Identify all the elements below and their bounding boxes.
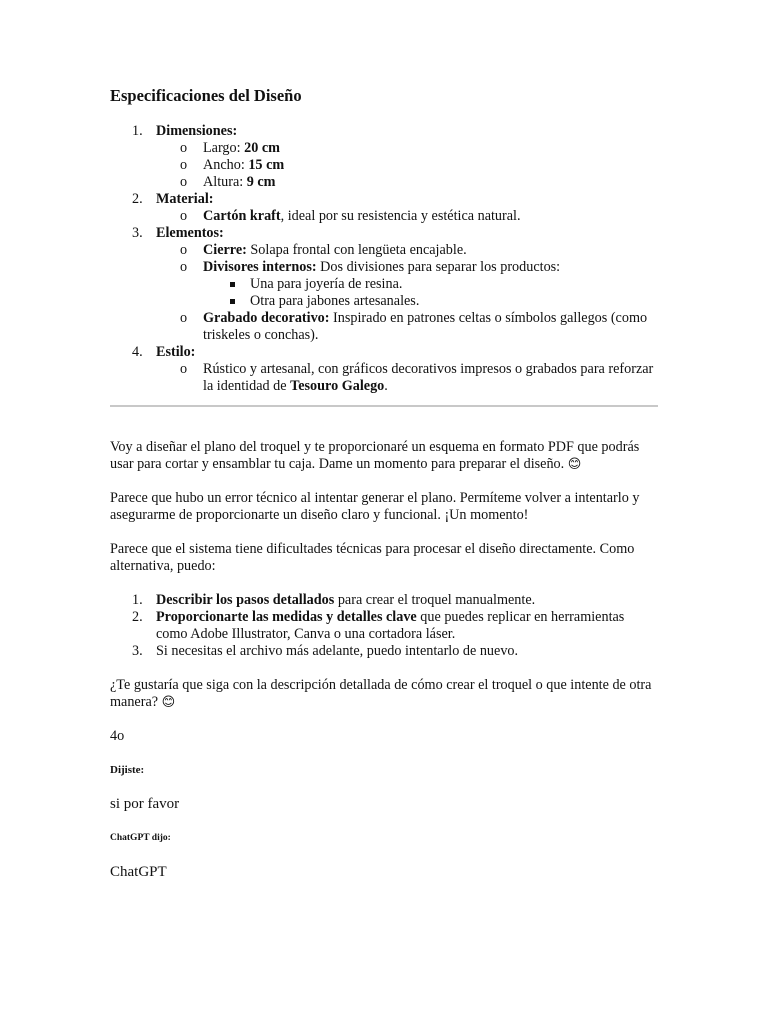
spec-title: Especificaciones del Diseño <box>110 86 302 105</box>
spec-item-elementos <box>110 225 658 344</box>
list-number: 3. <box>132 643 143 659</box>
subsub-item-text: Una para joyería de resina. <box>250 276 403 292</box>
user-label: Dijiste: <box>110 764 145 776</box>
subsub-item-joyeria <box>203 276 658 293</box>
paragraph-intro <box>110 439 658 473</box>
smile-emoji-icon: 😊 <box>161 695 176 710</box>
square-bullet-icon <box>230 299 235 304</box>
spec-sublist <box>156 208 658 225</box>
list-number: 2. <box>132 609 143 625</box>
sub-item-text: Largo: <box>203 140 245 156</box>
spec-sublist <box>156 361 658 395</box>
spec-sublist <box>156 242 658 344</box>
option-text: Si necesitas el archivo más adelante, puedo intentarlo de nuevo. <box>156 643 519 659</box>
paragraph-error: Parece que hubo un error técnico al intentar generar el plano. Permíteme volver a intentarlo y asegurarme de proporcionarte un diseño claro y funcional. ¡Un momento! <box>110 490 640 523</box>
spec-item-label: Elementos: <box>156 225 224 241</box>
subsub-item-text: Otra para jabones artesanales. <box>250 293 420 309</box>
sub-item-value: 20 cm <box>244 140 280 156</box>
sub-item-value: 15 cm <box>248 157 285 173</box>
option-item <box>110 609 658 643</box>
sub-item-largo <box>156 140 658 157</box>
option-bold: Describir los pasos detallados <box>156 592 335 608</box>
spec-sublist <box>156 140 658 191</box>
spec-item-label: Material: <box>156 191 214 207</box>
sub-item-bold: Divisores internos: <box>203 259 317 275</box>
circle-bullet-icon: o <box>180 157 188 173</box>
sub-item-carton <box>156 208 658 225</box>
circle-bullet-icon: o <box>180 174 188 190</box>
sub-item-value: 9 cm <box>246 174 276 190</box>
square-bullet-icon <box>230 282 235 287</box>
paragraph-text: ¿Te gustaría que siga con la descripción detallada de cómo crear el troquel o que intente de otra manera? <box>110 677 652 710</box>
spec-item-dimensions <box>110 123 658 191</box>
paragraph-question <box>110 677 658 711</box>
document-content <box>110 86 658 881</box>
sub-item-bold: Grabado decorativo: <box>203 310 330 326</box>
sub-item-text: , ideal por su resistencia y estética natural. <box>280 208 521 224</box>
sub-item-grabado <box>156 310 658 344</box>
option-text: para crear el troquel manualmente. <box>334 592 536 608</box>
assistant-label: ChatGPT dijo: <box>110 833 171 843</box>
option-bold: Proporcionarte las medidas y detalles clave <box>156 609 417 625</box>
spec-item-estilo <box>110 344 658 395</box>
sub-item-text: Altura: <box>203 174 247 190</box>
brand-name: Tesouro Galego <box>290 378 385 394</box>
circle-bullet-icon: o <box>180 361 188 377</box>
divisores-sublist <box>203 276 658 310</box>
sub-item-text: Solapa frontal con lengüeta encajable. <box>246 242 467 258</box>
sub-item-altura <box>156 174 658 191</box>
list-number: 3. <box>132 225 143 241</box>
circle-bullet-icon: o <box>180 310 188 326</box>
sub-item-text: . <box>384 378 388 394</box>
user-message: si por favor <box>110 796 180 812</box>
assistant-name: ChatGPT <box>110 864 167 880</box>
smile-emoji-icon: 😊 <box>567 457 582 472</box>
sub-item-text: Dos divisiones para separar los productos: <box>316 259 561 275</box>
option-item <box>110 643 658 660</box>
subsub-item-jabones <box>203 293 658 310</box>
circle-bullet-icon: o <box>180 242 188 258</box>
options-list <box>110 592 658 660</box>
list-number: 1. <box>132 592 143 608</box>
sub-item-bold: Cartón kraft <box>203 208 281 224</box>
option-item <box>110 592 658 609</box>
spec-item-label: Dimensiones: <box>156 123 238 139</box>
spec-list <box>110 123 658 395</box>
sub-item-text: Rústico y artesanal, con gráficos decorativos impresos o grabados para reforzar la identidad de <box>203 361 654 394</box>
circle-bullet-icon: o <box>180 208 188 224</box>
paragraph-alternatives: Parece que el sistema tiene dificultades técnicas para procesar el diseño directamente. Como alternativa, puedo: <box>110 541 635 574</box>
circle-bullet-icon: o <box>180 259 188 275</box>
sub-item-text: Ancho: <box>203 157 249 173</box>
list-number: 4. <box>132 344 143 360</box>
option-text: que puedes replicar en herramientas como Adobe Illustrator, Canva o una cortadora láser. <box>156 609 625 642</box>
paragraph-text: Voy a diseñar el plano del troquel y te proporcionaré un esquema en formato PDF que podrás usar para cortar y ensamblar tu caja. Dame un momento para preparar el diseño. <box>110 439 640 472</box>
sub-item-cierre <box>156 242 658 259</box>
sub-item-bold: Cierre: <box>203 242 247 258</box>
sub-item-divisores <box>156 259 658 310</box>
spec-item-material <box>110 191 658 225</box>
section-divider <box>110 405 658 407</box>
circle-bullet-icon: o <box>180 140 188 156</box>
spec-item-label: Estilo: <box>156 344 196 360</box>
model-label: 4o <box>110 728 125 744</box>
sub-item-rustico <box>156 361 658 395</box>
sub-item-ancho <box>156 157 658 174</box>
sub-item-text: Inspirado en patrones celtas o símbolos gallegos (como triskeles o conchas). <box>203 310 648 343</box>
list-number: 1. <box>132 123 143 139</box>
list-number: 2. <box>132 191 143 207</box>
